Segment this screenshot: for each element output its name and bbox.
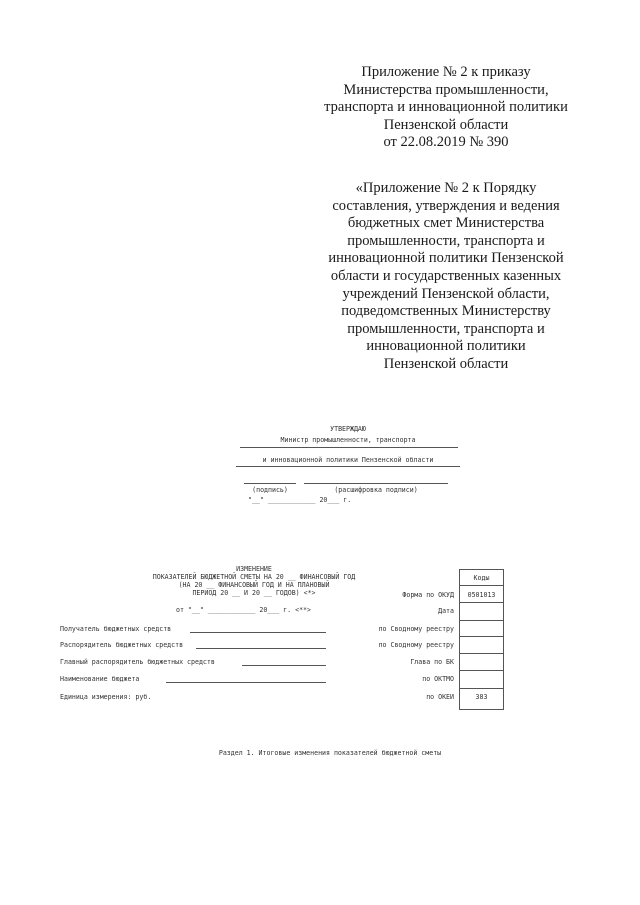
codes-box-top — [459, 569, 504, 570]
row-manager-field — [196, 648, 326, 649]
header-line: транспорта и инновационной политики — [324, 99, 568, 116]
okei-label: по ОКЕИ — [426, 693, 454, 701]
header-line: Министерства промышленности, — [343, 81, 549, 98]
appendix-line: Пензенской области — [383, 355, 509, 372]
row-budget-name-label: Наименование бюджета — [60, 675, 140, 683]
okud-label: Форма по ОКУД — [402, 591, 454, 599]
header-line: Приложение № 2 к приказу — [361, 64, 531, 80]
code-okud: 0501013 — [467, 591, 496, 599]
codes-divider — [459, 688, 504, 689]
appendix-line: составления, утверждения и ведения — [332, 197, 560, 214]
codes-header: Коды — [473, 574, 490, 582]
row-unit-label: Единица измерения: руб. — [60, 693, 152, 701]
registry-label-2: по Сводному реестру — [378, 641, 454, 649]
appendix-line: промышленности, транспорта и — [347, 320, 545, 337]
form-title-line-4: ПЕРИОД 20 __ И 20 __ ГОДОВ) <*> — [192, 589, 316, 597]
codes-divider — [459, 653, 504, 654]
approval-date-line: "__" ____________ 20___ г. — [248, 496, 352, 504]
codes-divider — [459, 670, 504, 671]
codes-divider — [459, 585, 504, 586]
section-title: Раздел 1. Итоговые изменения показателей бюджетной сметы — [218, 749, 442, 757]
codes-divider — [459, 636, 504, 637]
bk-label: Глава по БК — [410, 658, 454, 666]
form-title: ИЗМЕНЕНИЕ — [236, 565, 272, 573]
date-label: Дата — [438, 607, 454, 615]
signature-label: (подпись) — [252, 486, 288, 494]
registry-label-1: по Сводному реестру — [378, 625, 454, 633]
approval-position-underline — [240, 447, 458, 448]
row-recipient-label: Получатель бюджетных средств — [60, 625, 172, 633]
appendix-line: бюджетных смет Министерства — [347, 215, 545, 232]
decode-signature-line — [304, 483, 448, 484]
approval-position-2-underline — [236, 466, 460, 467]
codes-divider — [459, 620, 504, 621]
appendix-procedure-block — [318, 180, 574, 374]
form-title-line-3: (НА 20 __ ФИНАНСОВЫЙ ГОД И НА ПЛАНОВЫЙ — [178, 581, 330, 589]
appendix-line: подведомственных Министерству — [341, 303, 551, 320]
appendix-line: инновационной политики Пензенской — [328, 250, 564, 267]
codes-box-bottom — [459, 709, 504, 710]
row-main-manager-field — [242, 665, 326, 666]
form-title-line-2: ПОКАЗАТЕЛЕЙ БЮДЖЕТНОЙ СМЕТЫ НА 20 __ ФИНАНСОВЫЙ ГОД — [152, 573, 356, 581]
codes-divider — [459, 602, 504, 603]
signature-line — [244, 483, 296, 484]
appendix-line: учреждений Пензенской области, — [342, 285, 550, 302]
header-line: Пензенской области — [383, 116, 509, 133]
appendix-order-header — [318, 64, 574, 152]
row-recipient-field — [190, 632, 326, 633]
code-okei: 383 — [475, 693, 488, 701]
appendix-line: области и государственных казенных — [330, 267, 562, 284]
form-date-line: от "__" ____________ 20___ г. <**> — [176, 606, 311, 614]
appendix-line: промышленности, транспорта и — [347, 232, 545, 249]
decode-signature-label: (расшифровка подписи) — [334, 486, 418, 494]
oktmo-label: по ОКТМО — [422, 675, 454, 683]
appendix-line: «Приложение № 2 к Порядку — [355, 180, 537, 196]
approval-position: Министр промышленности, транспорта — [280, 436, 416, 444]
appendix-line: инновационной политики — [366, 338, 526, 355]
approval-title: УТВЕРЖДАЮ — [330, 425, 366, 433]
approval-position-2: и инновационной политики Пензенской области — [262, 456, 434, 464]
row-main-manager-label: Главный распорядитель бюджетных средств — [60, 658, 215, 666]
row-manager-label: Распорядитель бюджетных средств — [60, 641, 184, 649]
row-budget-name-field — [166, 682, 326, 683]
header-line: от 22.08.2019 № 390 — [383, 134, 509, 151]
